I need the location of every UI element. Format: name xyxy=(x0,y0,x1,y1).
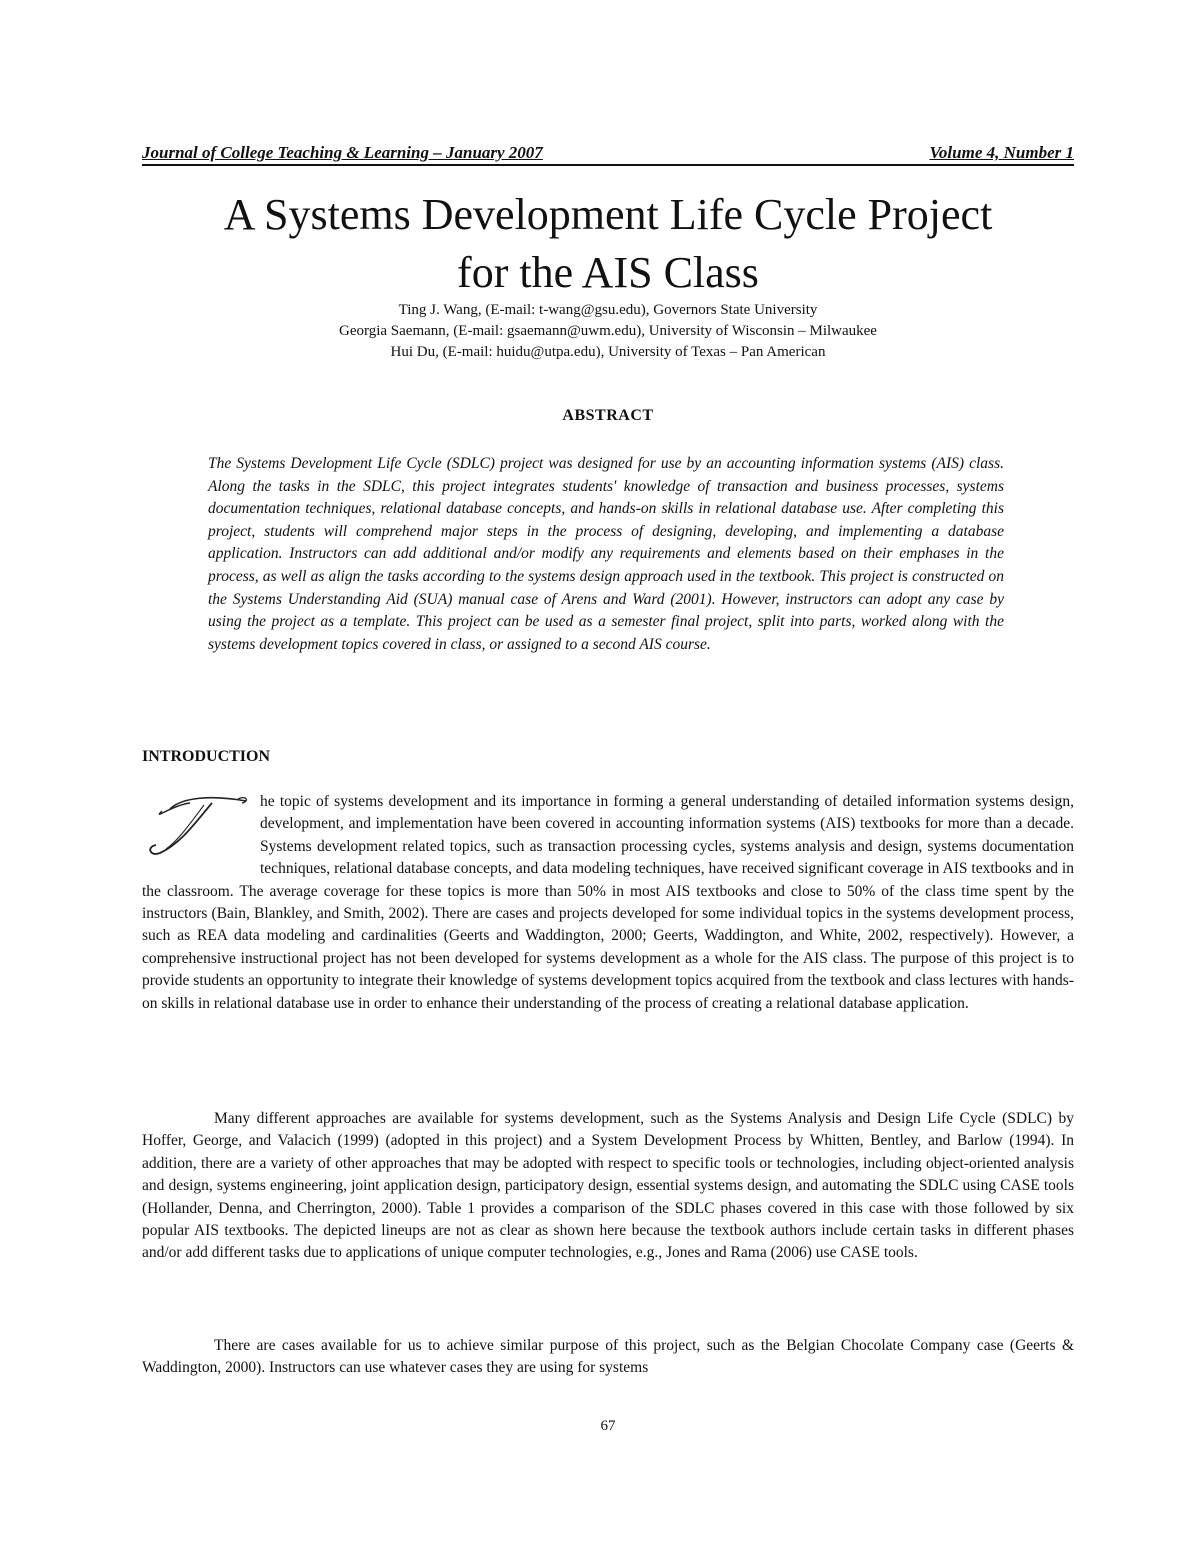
introduction-paragraph-1-text: he topic of systems development and its importance in forming a general understanding of detailed information systems design, development, and implementation have been covered in accounting information systems (AIS) textbooks for more than a decade. Systems development related topics, such as transaction processing cycles, systems analysis and design, systems documentation techniques, relational database concepts, and data modeling techniques, have received significant coverage in AIS textbooks and in the classroom. The average coverage for these topics is more than 50% in most AIS textbooks and close to 50% of the class time spent by the instructors (Bain, Blankley, and Smith, 2002). There are cases and projects developed for some individual topics in the systems development process, such as REA data modeling and cardinalities (Geerts and Waddington, 2000; Geerts, Waddington, and White, 2002, respectively). However, a comprehensive instructional project has not been developed for systems development as a whole for the AIS class. The purpose of this project is to provide students an opportunity to integrate their knowledge of systems development topics acquired from the textbook and class lectures with hands-on skills in relational database use in order to enhance their understanding of the process of creating a relational database application. xyxy=(142,793,1074,1012)
author-list xyxy=(142,300,1074,363)
abstract-text: The Systems Development Life Cycle (SDLC) project was designed for use by an accounting information systems (AIS) class. Along the tasks in the SDLC, this project integrates students' knowledge of transaction and business processes, systems documentation techniques, relational database concepts, and hands-on skills in relational database use. After completing this project, students will comprehend major steps in the process of designing, developing, and implementing a database application. Instructors can add additional and/or modify any requirements and elements based on their emphases in the process, as well as align the tasks according to the systems design approach used in the textbook. This project is constructed on the Systems Understanding Aid (SUA) manual case of Arens and Ward (2001). However, instructors can adopt any case by using the project as a template. This project can be used as a semester final project, split into parts, worked along with the systems development topics covered in class, or assigned to a second AIS course. xyxy=(208,455,1004,653)
running-header xyxy=(142,143,1074,166)
introduction-paragraph-1 xyxy=(142,791,1074,1015)
introduction-paragraph-3: There are cases available for us to achieve similar purpose of this project, such as the Belgian Chocolate Company case (Geerts & Waddington, 2000). Instructors can use whatever cases they are using for systems xyxy=(142,1337,1074,1377)
journal-name: Journal of College Teaching & Learning – January 2007 xyxy=(142,143,543,162)
introduction-paragraph-2: Many different approaches are available for systems development, such as the Systems Analysis and Design Life Cycle (SDLC) by Hoffer, George, and Valacich (1999) (adopted in this project) and a System Development Process by Whitten, Bentley, and Barlow (1994). In addition, there are a variety of other approaches that may be adopted with respect to specific tools or technologies, including object-oriented analysis and design, systems engineering, joint application design, participatory design, essential systems design, and automating the SDLC using CASE tools (Hollander, Denna, and Cherrington, 2000). Table 1 provides a comparison of the SDLC phases covered in this case with those followed by six popular AIS textbooks. The depicted lineups are not as clear as shown here because the textbook authors include certain tasks in different phases and/or add different tasks due to applications of unique computer technologies, e.g., Jones and Rama (2006) use CASE tools. xyxy=(142,1110,1074,1262)
author-2: Georgia Saemann, (E-mail: gsaemann@uwm.edu), University of Wisconsin – Milwaukee xyxy=(339,323,877,339)
title-line-1: A Systems Development Life Cycle Project xyxy=(223,190,993,239)
drop-cap-t xyxy=(142,791,256,861)
volume-number: Volume 4, Number 1 xyxy=(929,143,1074,162)
page-number: 67 xyxy=(600,1418,616,1434)
introduction-heading: INTRODUCTION xyxy=(142,748,271,765)
author-3: Hui Du, (E-mail: huidu@utpa.edu), University of Texas – Pan American xyxy=(390,344,826,360)
abstract-heading: ABSTRACT xyxy=(562,407,654,424)
author-1: Ting J. Wang, (E-mail: t-wang@gsu.edu), Governors State University xyxy=(398,302,818,318)
title-line-2: for the AIS Class xyxy=(457,248,759,297)
paper-title xyxy=(100,186,1116,302)
